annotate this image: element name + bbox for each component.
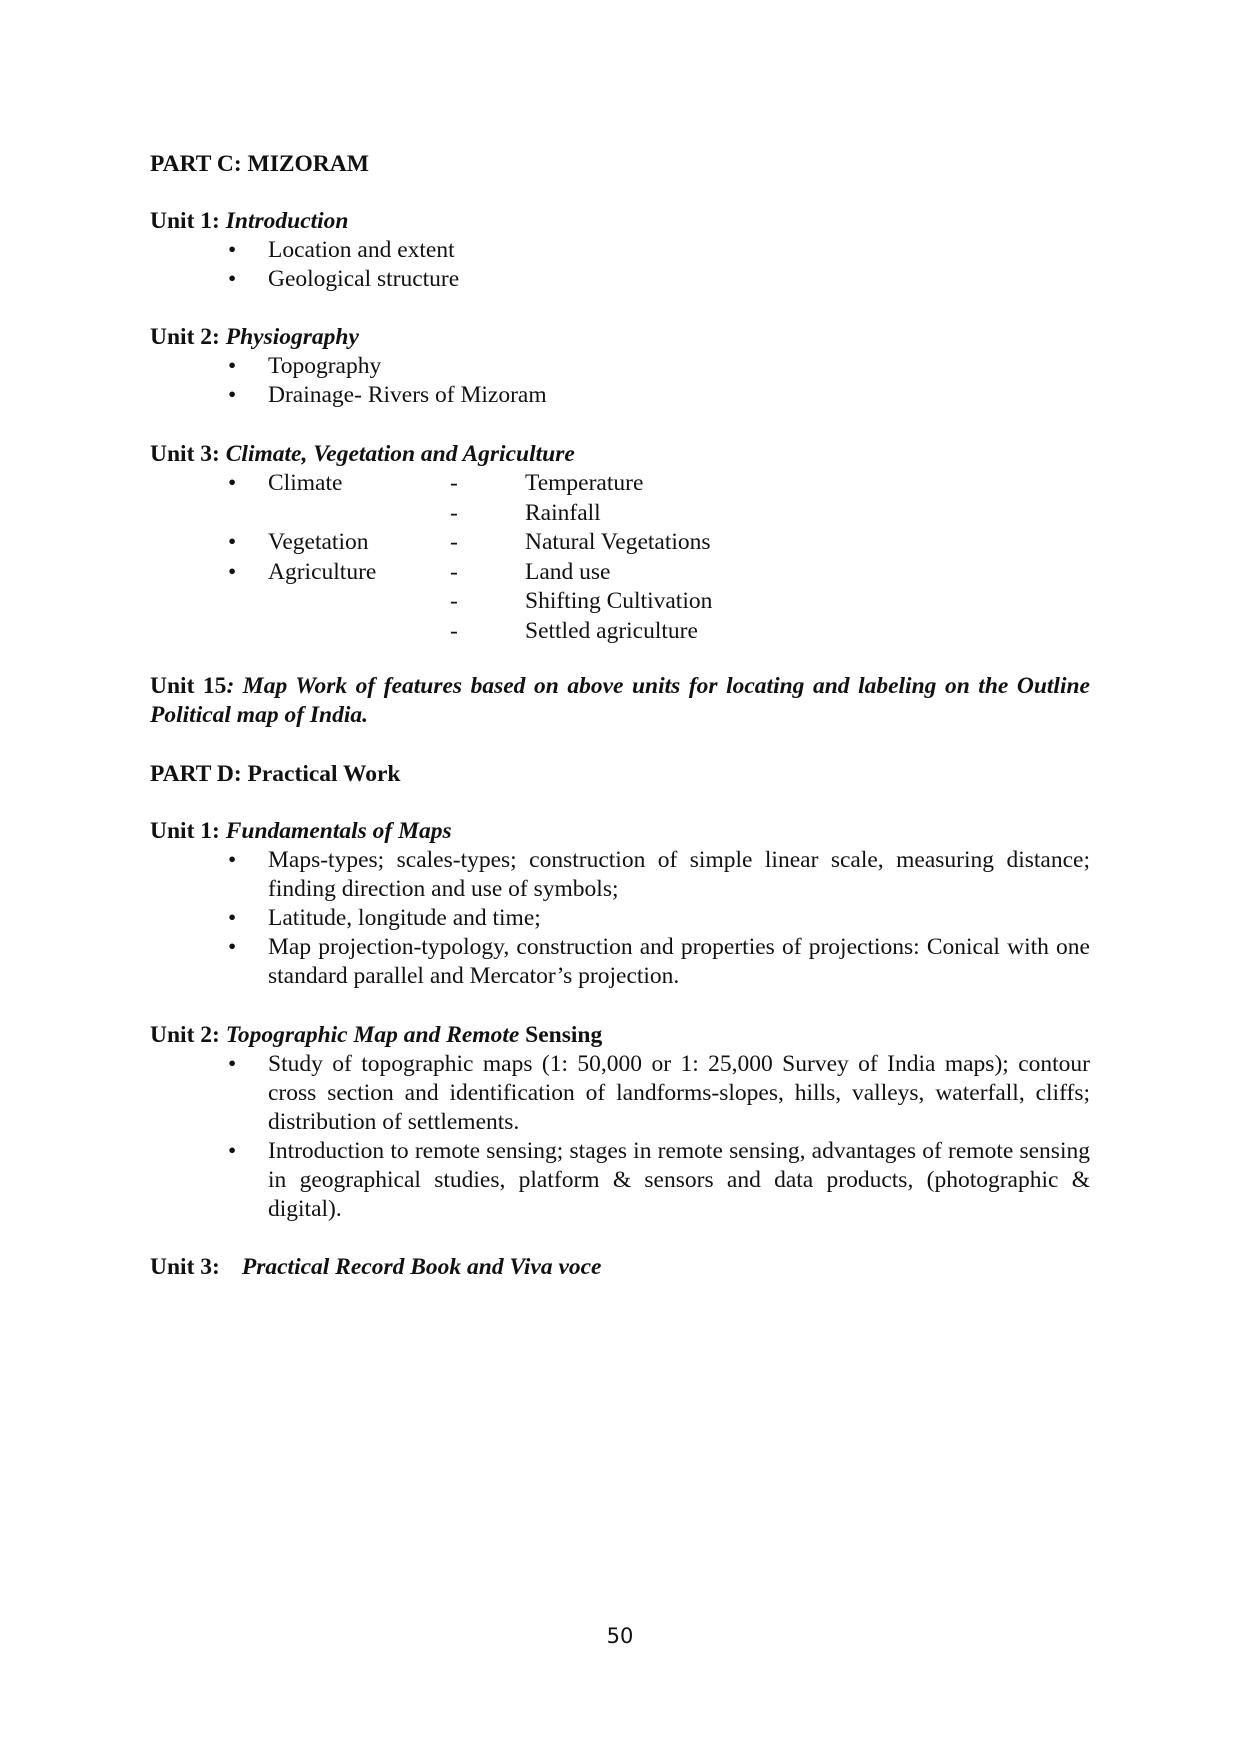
unit-label: Unit 2: [150,1022,220,1048]
unit-heading [150,207,1090,236]
detail-cell: Settled agriculture [525,617,698,644]
bullet-icon: • [228,558,237,585]
bullet-list [150,846,1090,991]
page-number: 50 [606,1624,634,1648]
unit-title: Topographic Map and Remote [225,1022,520,1048]
part-c-title: PART C: MIZORAM [150,151,369,177]
part-d-unit-3 [150,1253,1090,1282]
list-item: • Map projection-typology, construction and properties of projections: Conical with one standard parallel and Mercator’s projection. [228,934,1090,989]
bullet-list [150,352,1090,410]
list-item: • Location and extent [228,237,455,263]
detail-cell: Shifting Cultivation [525,588,713,614]
list-item: • Geological structure [228,266,460,292]
unit-title: Introduction [225,208,349,234]
table-row [150,617,1090,647]
part-c-unit-15 [150,672,1090,730]
list-item: • Drainage- Rivers of Mizoram [228,382,547,408]
detail-cell: Natural Vegetations [525,529,711,555]
dash-cell: - [450,499,458,526]
topic-cell: Climate [268,470,343,496]
bullet-icon: • [228,529,237,555]
topic-cell: Agriculture [268,558,377,585]
bullet-list [150,236,1090,294]
dash-cell: - [450,617,458,644]
part-d-title: PART D: Practical Work [150,761,401,787]
dash-cell: - [450,558,458,585]
unit-title: Physiography [225,324,359,350]
unit-heading [150,323,1090,352]
list-item: • Study of topographic maps (1: 50,000 or 1: 25,000 Survey of India maps); contour cross section and identification of landforms-slopes, hills, valleys, waterfall, cliffs; distribution of settlements. [228,1051,1090,1135]
bullet-icon: • [228,382,237,408]
unit-label: Unit 15 [150,673,227,699]
table-row [150,528,1090,558]
table-row [150,469,1090,499]
bullet-icon: • [228,1138,237,1164]
bullet-list [150,1050,1090,1224]
topic-cell: Vegetation [268,529,369,555]
table-row [150,587,1090,617]
unit-title: : Map Work of features based on above units for locating and labeling on the Outline Political map of India. [150,673,1090,728]
part-d-unit-2 [150,1021,1090,1224]
table-row [150,558,1090,588]
part-c-unit-1 [150,207,1090,294]
unit-label: Unit 3: [150,1254,220,1280]
bullet-icon: • [228,470,237,496]
list-item: • Maps-types; scales-types; construction of simple linear scale, measuring distance; finding direction and use of symbols; [228,847,1090,902]
bullet-icon: • [228,1051,237,1077]
bullet-icon: • [228,353,237,379]
list-item: • Latitude, longitude and time; [228,905,541,931]
part-d-unit-1 [150,817,1090,991]
dash-cell: - [450,588,458,614]
unit-label: Unit 2: [150,324,220,350]
part-c-unit-3 [150,440,1090,646]
unit-heading [150,1021,1090,1050]
unit-title: Practical Record Book and Viva voce [241,1254,602,1280]
bullet-icon: • [228,934,237,960]
bullet-icon: • [228,905,237,931]
detail-cell: Temperature [525,470,644,496]
detail-cell: Rainfall [525,499,601,526]
document-page [150,0,1090,1755]
unit-heading [150,440,1090,469]
unit-title: Fundamentals of Maps [225,818,452,844]
dash-cell: - [450,529,458,555]
bullet-icon: • [228,237,237,263]
detail-cell: Land use [525,558,611,585]
list-item: • Introduction to remote sensing; stages in remote sensing, advantages of remote sensing in geographical studies, platform & sensors and data products, (photographic & digital). [228,1138,1090,1222]
table-row [150,499,1090,529]
bullet-icon: • [228,847,237,873]
unit-label: Unit 1: [150,208,220,234]
unit-title-suffix: Sensing [525,1022,603,1048]
unit-label: Unit 1: [150,818,220,844]
topic-table [150,469,1090,646]
list-item: • Topography [228,353,382,379]
unit-title: Climate, Vegetation and Agriculture [225,441,575,467]
dash-cell: - [450,470,458,496]
part-c-unit-2 [150,323,1090,410]
bullet-icon: • [228,266,237,292]
unit-label: Unit 3: [150,441,220,467]
unit-heading [150,817,1090,846]
